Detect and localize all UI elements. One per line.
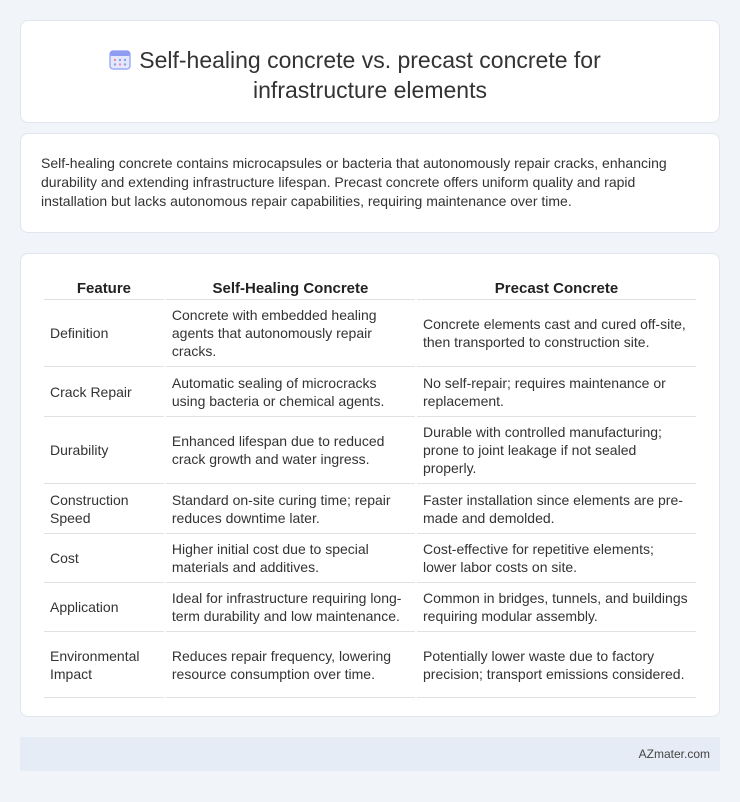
row-precast: Cost-effective for repetitive elements; lower labor costs on site. <box>417 534 696 583</box>
row-self-healing: Concrete with embedded healing agents that autonomously repair cracks. <box>166 300 415 367</box>
row-self-healing: Enhanced lifespan due to reduced crack growth and water ingress. <box>166 417 415 484</box>
page-title-line-1: Self-healing concrete vs. precast concrete for <box>139 47 601 73</box>
header-self-healing: Self-Healing Concrete <box>166 274 415 300</box>
row-precast: No self-repair; requires maintenance or replacement. <box>417 367 696 417</box>
row-feature: Construction Speed <box>44 484 164 534</box>
row-precast: Concrete elements cast and cured off-site, then transported to construction site. <box>417 300 696 367</box>
table-row <box>44 632 696 698</box>
row-feature: Application <box>44 583 164 632</box>
table-row <box>44 300 696 367</box>
table-header-row <box>44 274 696 300</box>
comparison-card <box>20 253 720 717</box>
row-feature: Crack Repair <box>44 367 164 417</box>
table-row <box>44 534 696 583</box>
page-title-line-2: infrastructure elements <box>253 77 487 103</box>
row-feature: Environmental Impact <box>44 632 164 698</box>
intro-paragraph: Self-healing concrete contains microcapsules or bacteria that autonomously repair cracks, enhancing durability and extending infrastructure lifespan. Precast concrete offers uniform quality and rapid installation but lacks autonomous repair capabilities, requiring maintenance over time. <box>41 155 667 209</box>
row-feature: Durability <box>44 417 164 484</box>
row-precast: Faster installation since elements are pre-made and demolded. <box>417 484 696 534</box>
row-feature: Cost <box>44 534 164 583</box>
row-precast: Durable with controlled manufacturing; prone to joint leakage if not sealed properly. <box>417 417 696 484</box>
row-self-healing: Automatic sealing of microcracks using bacteria or chemical agents. <box>166 367 415 417</box>
comparison-table <box>42 274 698 698</box>
header-feature: Feature <box>44 274 164 300</box>
row-self-healing: Higher initial cost due to special materials and additives. <box>166 534 415 583</box>
intro-card <box>20 133 720 233</box>
row-self-healing: Ideal for infrastructure requiring long-term durability and low maintenance. <box>166 583 415 632</box>
page-title <box>21 45 719 105</box>
row-feature: Definition <box>44 300 164 367</box>
row-precast: Common in bridges, tunnels, and buildings requiring modular assembly. <box>417 583 696 632</box>
table-row <box>44 484 696 534</box>
row-precast: Potentially lower waste due to factory precision; transport emissions considered. <box>417 632 696 698</box>
title-card <box>20 20 720 123</box>
row-self-healing: Reduces repair frequency, lowering resource consumption over time. <box>166 632 415 698</box>
table-row <box>44 417 696 484</box>
footer-bar <box>20 737 720 771</box>
row-self-healing: Standard on-site curing time; repair reduces downtime later. <box>166 484 415 534</box>
table-row <box>44 583 696 632</box>
table-row <box>44 367 696 417</box>
footer-brand: AZmater.com <box>638 747 710 761</box>
header-precast: Precast Concrete <box>417 274 696 300</box>
